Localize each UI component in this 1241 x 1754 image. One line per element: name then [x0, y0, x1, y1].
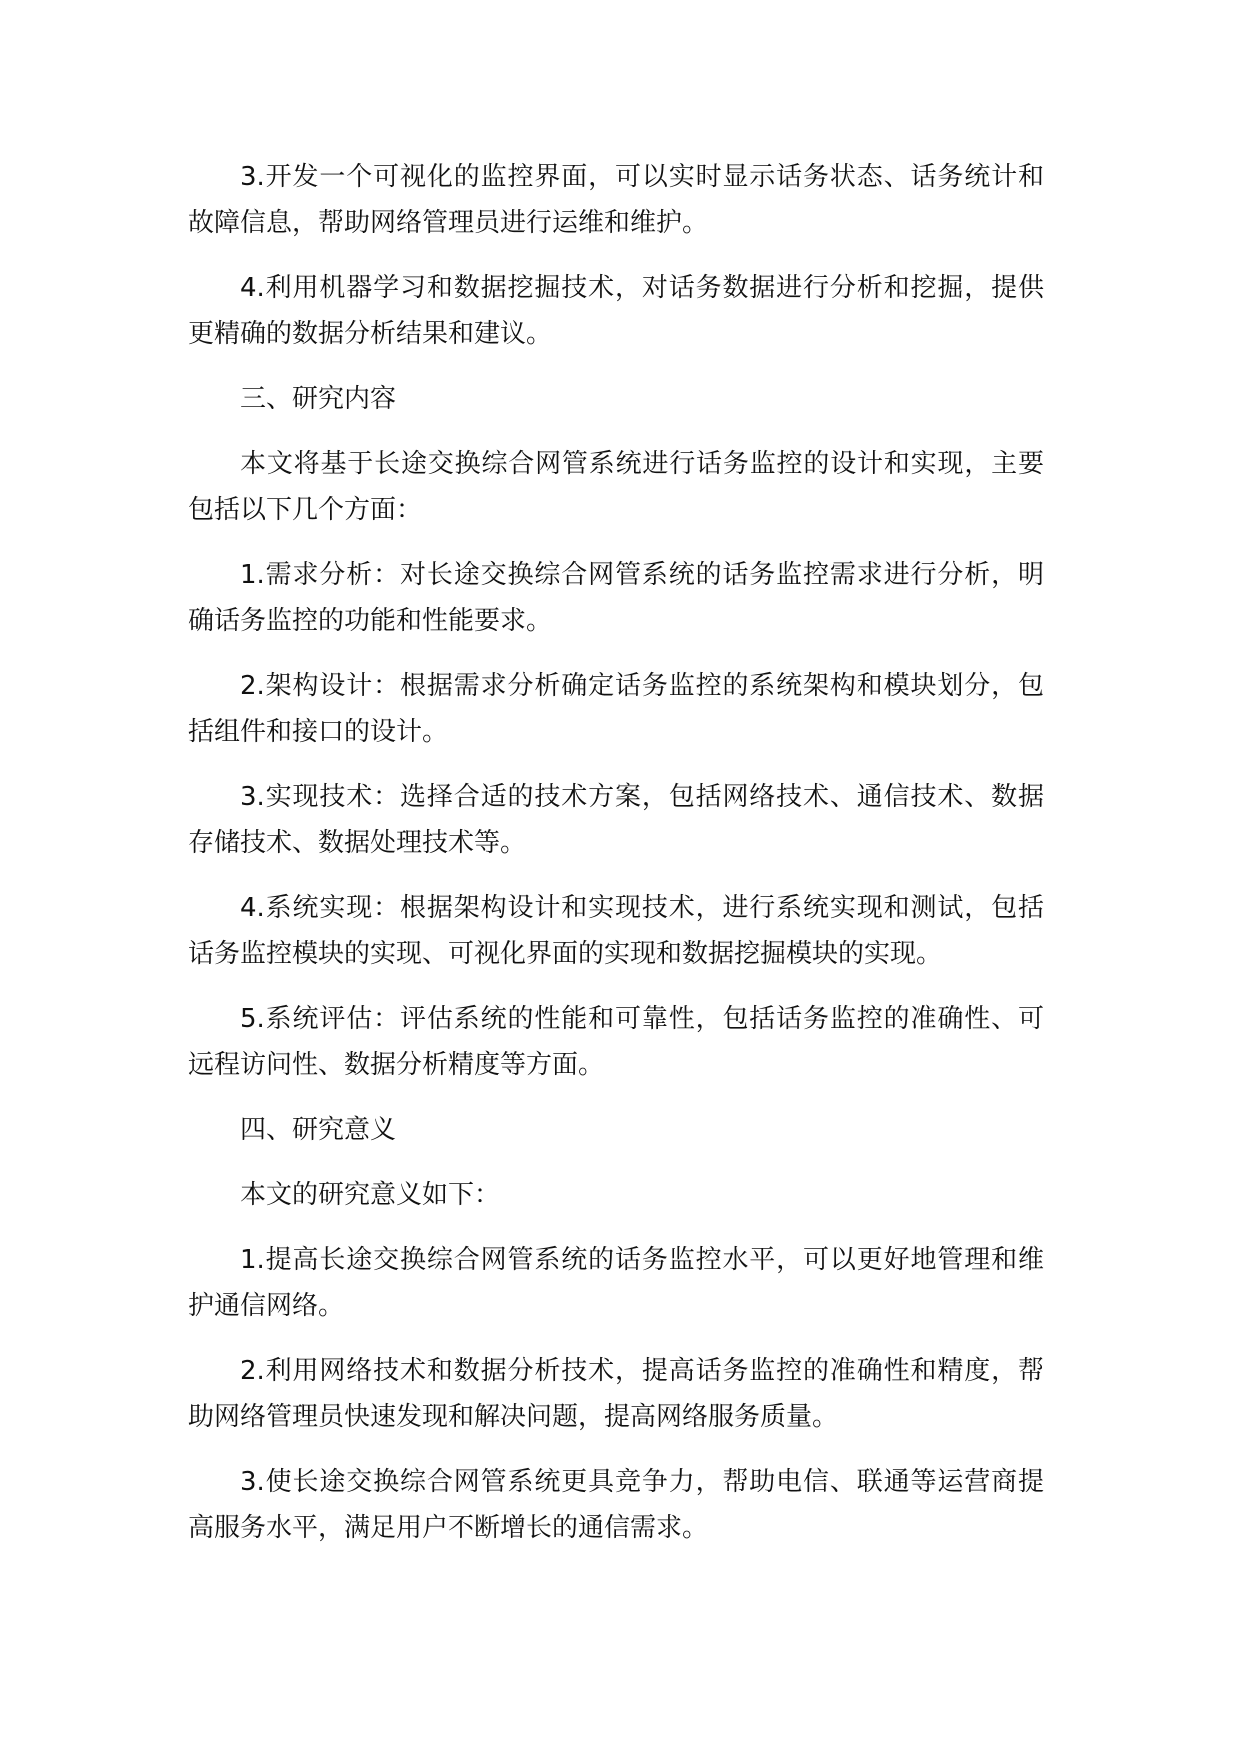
paragraph-content-4: 4.系统实现：根据架构设计和实现技术，进行系统实现和测试，包括话务监控模块的实现、可视化界面的实现和数据挖掘模块的实现。	[188, 893, 1044, 969]
section-heading-research-content: 三、研究内容	[240, 384, 397, 414]
paragraph-content-3: 3.实现技术：选择合适的技术方案，包括网络技术、通信技术、数据存储技术、数据处理技术等。	[188, 782, 1044, 858]
paragraph-content-1: 1.需求分析：对长途交换综合网管系统的话务监控需求进行分析，明确话务监控的功能和性能要求。	[188, 560, 1044, 636]
document-body	[188, 154, 1044, 1570]
paragraph-significance-2: 2.利用网络技术和数据分析技术，提高话务监控的准确性和精度，帮助网络管理员快速发现和解决问题，提高网络服务质量。	[188, 1356, 1044, 1432]
paragraph-objective-4: 4.利用机器学习和数据挖掘技术，对话务数据进行分析和挖掘，提供更精确的数据分析结果和建议。	[188, 273, 1044, 349]
paragraph-content-intro: 本文将基于长途交换综合网管系统进行话务监控的设计和实现，主要包括以下几个方面：	[188, 449, 1044, 525]
paragraph-objective-3: 3.开发一个可视化的监控界面，可以实时显示话务状态、话务统计和故障信息，帮助网络管理员进行运维和维护。	[188, 162, 1044, 238]
paragraph-significance-1: 1.提高长途交换综合网管系统的话务监控水平，可以更好地管理和维护通信网络。	[188, 1245, 1044, 1321]
paragraph-significance-intro: 本文的研究意义如下：	[240, 1180, 501, 1210]
section-heading-research-significance: 四、研究意义	[240, 1115, 397, 1145]
paragraph-significance-3: 3.使长途交换综合网管系统更具竞争力，帮助电信、联通等运营商提高服务水平，满足用户不断增长的通信需求。	[188, 1467, 1044, 1543]
paragraph-content-2: 2.架构设计：根据需求分析确定话务监控的系统架构和模块划分，包括组件和接口的设计。	[188, 671, 1044, 747]
paragraph-content-5: 5.系统评估：评估系统的性能和可靠性，包括话务监控的准确性、可远程访问性、数据分析精度等方面。	[188, 1004, 1044, 1080]
